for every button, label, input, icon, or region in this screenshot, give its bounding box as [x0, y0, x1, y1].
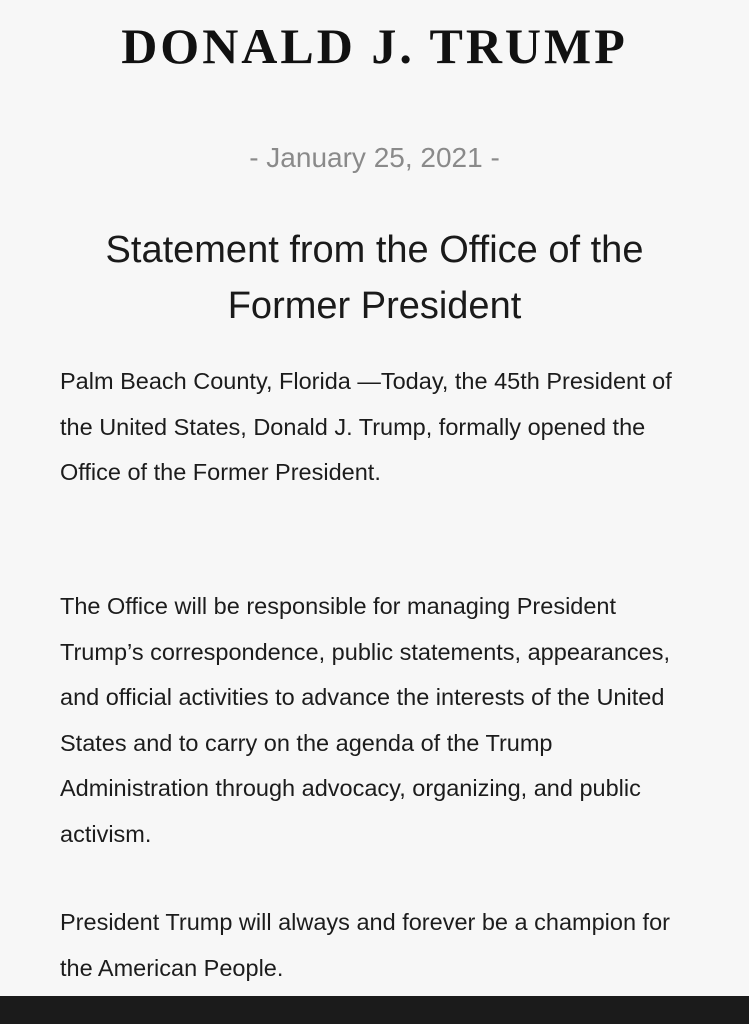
- body-paragraph-3: President Trump will always and forever be a champion for the American People.: [60, 909, 670, 981]
- statement-title: Statement from the Office of the Former President: [105, 229, 644, 327]
- masthead: DONALD J. TRUMP: [121, 18, 628, 74]
- bottom-bar: [0, 996, 749, 1024]
- body-paragraph-1: Palm Beach County, Florida —Today, the 45th President of the United States, Donald J. Trump, formally opened the Office of the Former President.: [60, 368, 672, 485]
- body-paragraph-2: The Office will be responsible for managing President Trump’s correspondence, public statements, appearances, and official activities to advance the interests of the United States and to carry on the agenda of the Trump Administration through advocacy, organizing, and public activism.: [60, 593, 671, 847]
- dateline: - January 25, 2021 -: [249, 142, 500, 173]
